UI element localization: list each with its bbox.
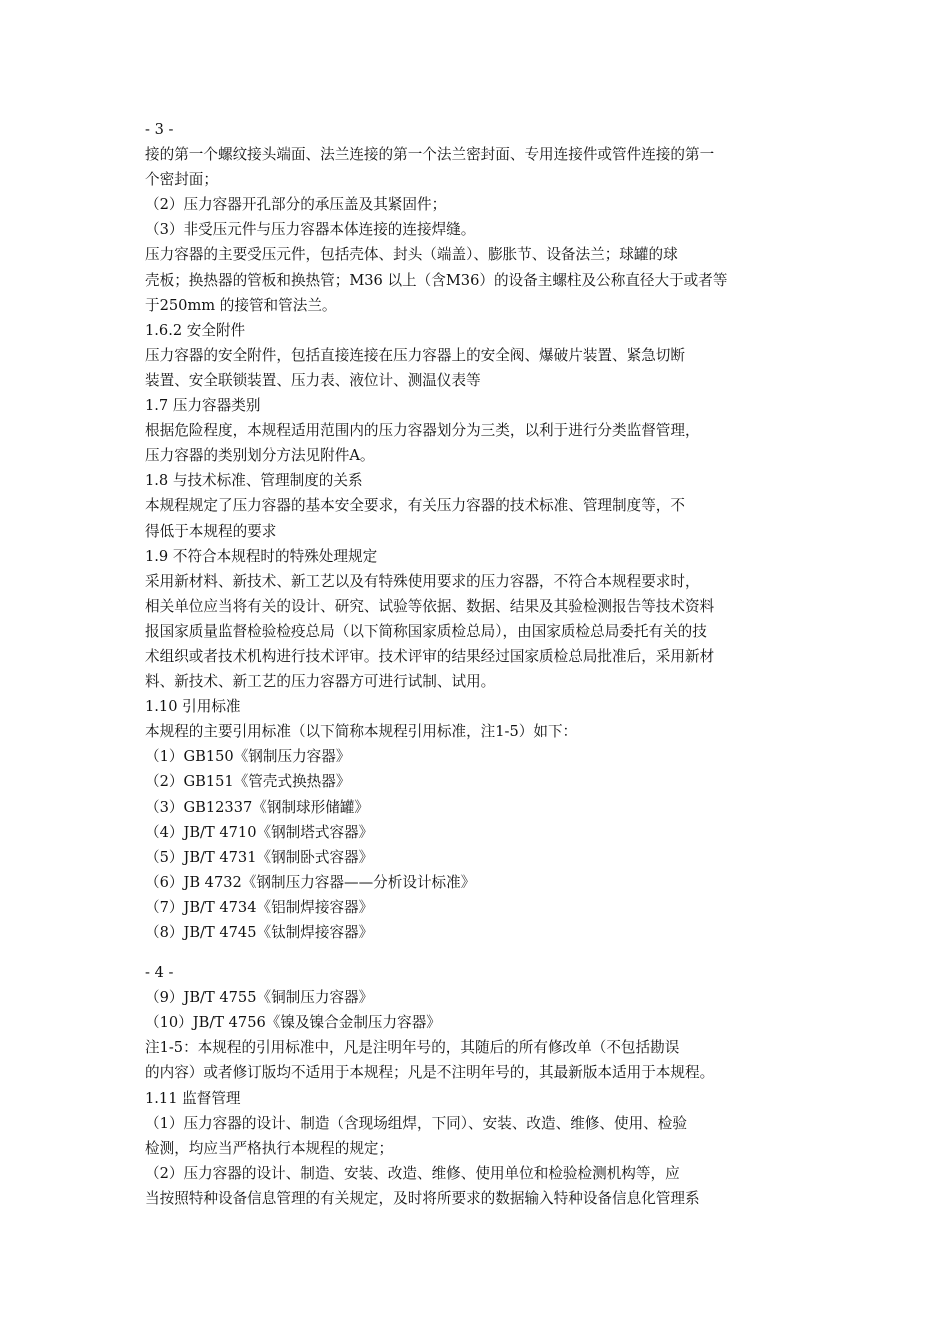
text-line: 当按照特种设备信息管理的有关规定，及时将所要求的数据输入特种设备信息化管理系 xyxy=(145,1189,700,1207)
text-line: 得低于本规程的要求 xyxy=(145,522,277,540)
list-item: （4）JB/T 4710《钢制塔式容器》 xyxy=(145,823,374,841)
text-line: 本规程的主要引用标准（以下简称本规程引用标准，注1-5）如下： xyxy=(145,723,578,741)
document-page xyxy=(145,117,815,1211)
text-line: 本规程规定了压力容器的基本安全要求，有关压力容器的技术标准、管理制度等，不 xyxy=(145,497,685,515)
list-item: （1）GB150《钢制压力容器》 xyxy=(145,748,351,766)
list-item: （6）JB 4732《钢制压力容器——分析设计标准》 xyxy=(145,873,476,891)
page-4-block xyxy=(145,960,815,1211)
list-item: （3）GB12337《钢制球形储罐》 xyxy=(145,798,370,816)
text-line: 个密封面； xyxy=(145,171,218,189)
text-line: 压力容器的类别划分方法见附件A。 xyxy=(145,447,375,465)
list-item: （7）JB/T 4734《铝制焊接容器》 xyxy=(145,898,374,916)
text-line: （2）压力容器开孔部分的承压盖及其紧固件； xyxy=(145,196,447,214)
section-heading-1-9: 1.9 不符合本规程时的特殊处理规定 xyxy=(145,547,378,565)
section-heading-1-8: 1.8 与技术标准、管理制度的关系 xyxy=(145,472,363,490)
text-line: 装置、安全联锁装置、压力表、液位计、测温仪表等 xyxy=(145,371,481,389)
page-3-block xyxy=(145,117,815,945)
section-heading-1-7: 1.7 压力容器类别 xyxy=(145,397,261,415)
text-line: 于250mm 的接管和管法兰。 xyxy=(145,296,337,314)
page-number-3: - 3 - xyxy=(145,121,174,138)
text-line: 注1-5：本规程的引用标准中，凡是注明年号的，其随后的所有修改单（不包括勘误 xyxy=(145,1039,680,1057)
page-break-gap xyxy=(145,945,815,960)
text-line: 采用新材料、新技术、新工艺以及有特殊使用要求的压力容器，不符合本规程要求时， xyxy=(145,572,700,590)
list-item: （9）JB/T 4755《铜制压力容器》 xyxy=(145,989,374,1007)
text-line: 术组织或者技术机构进行技术评审。技术评审的结果经过国家质检总局批准后，采用新材 xyxy=(145,647,715,665)
page-number-4: - 4 - xyxy=(145,964,174,982)
text-line: （2）压力容器的设计、制造、安装、改造、维修、使用单位和检验检测机构等，应 xyxy=(145,1164,680,1182)
text-line: 报国家质量监督检验检疫总局（以下简称国家质检总局），由国家质检总局委托有关的技 xyxy=(145,622,707,640)
text-line: 的内容）或者修订版均不适用于本规程；凡是不注明年号的，其最新版本适用于本规程。 xyxy=(145,1064,715,1082)
section-heading-1-6-2: 1.6.2 安全附件 xyxy=(145,321,246,339)
text-line: 壳板；换热器的管板和换热管；M36 以上（含M36）的设备主螺柱及公称直径大于或者等 xyxy=(145,271,728,289)
list-item: （5）JB/T 4731《钢制卧式容器》 xyxy=(145,848,374,866)
text-line: （1）压力容器的设计、制造（含现场组焊，下同）、安装、改造、维修、使用、检验 xyxy=(145,1114,687,1132)
text-line: 相关单位应当将有关的设计、研究、试验等依据、数据、结果及其验检测报告等技术资料 xyxy=(145,597,715,615)
list-item: （2）GB151《管壳式换热器》 xyxy=(145,773,351,791)
text-line: 根据危险程度，本规程适用范围内的压力容器划分为三类，以利于进行分类监督管理， xyxy=(145,422,700,440)
text-line: 压力容器的主要受压元件，包括壳体、封头（端盖）、膨胀节、设备法兰；球罐的球 xyxy=(145,246,678,264)
section-heading-1-11: 1.11 监督管理 xyxy=(145,1089,241,1107)
text-line: 接的第一个螺纹接头端面、法兰连接的第一个法兰密封面、专用连接件或管件连接的第一 xyxy=(145,146,715,164)
text-line: 压力容器的安全附件，包括直接连接在压力容器上的安全阀、爆破片装置、紧急切断 xyxy=(145,346,685,364)
text-line: （3）非受压元件与压力容器本体连接的连接焊缝。 xyxy=(145,221,476,239)
list-item: （10）JB/T 4756《镍及镍合金制压力容器》 xyxy=(145,1014,441,1032)
text-line: 检测，均应当严格执行本规程的规定； xyxy=(145,1139,394,1157)
text-line: 料、新技术、新工艺的压力容器方可进行试制、试用。 xyxy=(145,673,496,691)
section-heading-1-10: 1.10 引用标准 xyxy=(145,698,241,716)
list-item: （8）JB/T 4745《钛制焊接容器》 xyxy=(145,924,374,941)
